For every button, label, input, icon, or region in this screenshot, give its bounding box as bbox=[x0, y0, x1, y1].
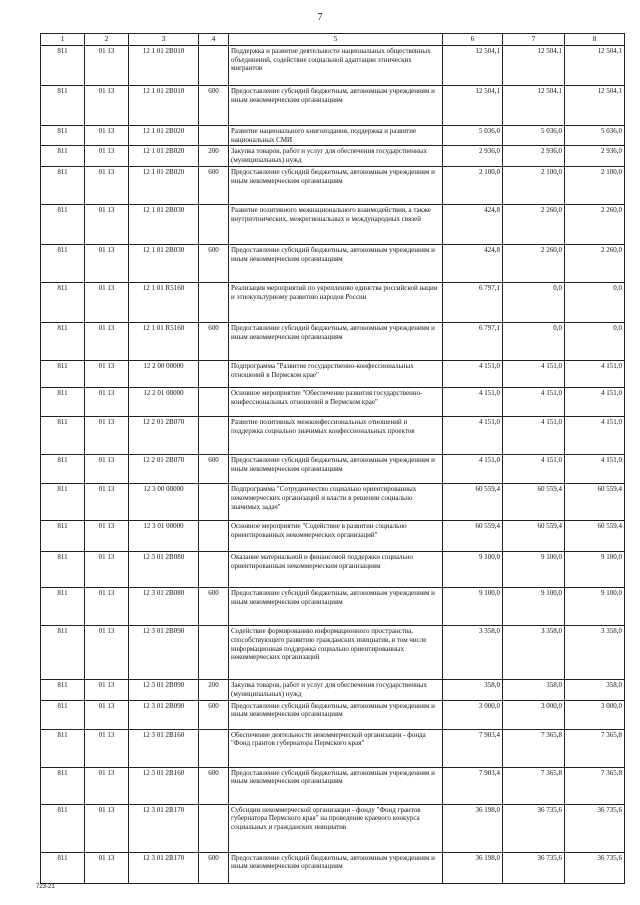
target-article-cell: 12 1 01 2B030 bbox=[129, 244, 199, 282]
section-cell: 01 13 bbox=[85, 204, 129, 244]
expense-type-cell bbox=[199, 551, 229, 587]
table-row bbox=[41, 204, 625, 244]
description-cell: Основное мероприятие "Обеспечение развития государственно-конфессиональных отношений в Пермском крае" bbox=[229, 387, 443, 416]
target-article-cell: 12 3 01 00000 bbox=[129, 520, 199, 551]
amount-cell: 7 903,4 bbox=[443, 767, 503, 804]
target-article-cell: 12 1 01 2B010 bbox=[129, 45, 199, 85]
amount-cell: 4 151,0 bbox=[503, 454, 565, 483]
amount-cell: 4 151,0 bbox=[443, 416, 503, 454]
amount-cell: 9 100,0 bbox=[443, 551, 503, 587]
target-article-cell: 12 3 01 2B080 bbox=[129, 551, 199, 587]
description-cell: Предоставление субсидий бюджетным, автономным учреждениям и иным некоммерческим организациям bbox=[229, 700, 443, 729]
table-row bbox=[41, 360, 625, 387]
kvsr-cell: 811 bbox=[41, 244, 85, 282]
section-cell: 01 13 bbox=[85, 852, 129, 883]
amount-cell: 60 559,4 bbox=[565, 520, 625, 551]
expense-type-cell bbox=[199, 416, 229, 454]
table-row bbox=[41, 587, 625, 625]
amount-cell: 6 797,1 bbox=[443, 322, 503, 360]
section-cell: 01 13 bbox=[85, 520, 129, 551]
column-header: 5 bbox=[229, 34, 443, 46]
section-cell: 01 13 bbox=[85, 322, 129, 360]
description-cell: Предоставление субсидий бюджетным, автономным учреждениям и иным некоммерческим организациям bbox=[229, 166, 443, 204]
amount-cell: 5 036,0 bbox=[443, 125, 503, 146]
section-cell: 01 13 bbox=[85, 416, 129, 454]
expense-type-cell: 600 bbox=[199, 454, 229, 483]
target-article-cell: 12 1 01 2B030 bbox=[129, 204, 199, 244]
kvsr-cell: 811 bbox=[41, 360, 85, 387]
target-article-cell: 12 1 01 2B020 bbox=[129, 146, 199, 167]
kvsr-cell: 811 bbox=[41, 700, 85, 729]
kvsr-cell: 811 bbox=[41, 85, 85, 125]
amount-cell: 36 198,0 bbox=[443, 852, 503, 883]
target-article-cell: 12 1 01 2B020 bbox=[129, 166, 199, 204]
expense-type-cell: 600 bbox=[199, 244, 229, 282]
amount-cell: 60 559,4 bbox=[503, 520, 565, 551]
target-article-cell: 12 2 01 00000 bbox=[129, 387, 199, 416]
table-row bbox=[41, 767, 625, 804]
table-row bbox=[41, 45, 625, 85]
expense-type-cell bbox=[199, 387, 229, 416]
amount-cell: 0,0 bbox=[503, 282, 565, 322]
amount-cell: 2 260,0 bbox=[503, 244, 565, 282]
section-cell: 01 13 bbox=[85, 166, 129, 204]
target-article-cell: 12 3 01 2B090 bbox=[129, 700, 199, 729]
column-header: 1 bbox=[41, 34, 85, 46]
table-row bbox=[41, 852, 625, 883]
target-article-cell: 12 3 01 2B160 bbox=[129, 729, 199, 767]
amount-cell: 60 559,4 bbox=[565, 483, 625, 520]
target-article-cell: 12 1 01 R5160 bbox=[129, 282, 199, 322]
table-row bbox=[41, 125, 625, 146]
section-cell: 01 13 bbox=[85, 767, 129, 804]
expense-type-cell: 600 bbox=[199, 85, 229, 125]
column-header: 3 bbox=[129, 34, 199, 46]
amount-cell: 4 151,0 bbox=[443, 360, 503, 387]
amount-cell: 12 504,1 bbox=[443, 45, 503, 85]
column-header: 4 bbox=[199, 34, 229, 46]
table-row bbox=[41, 483, 625, 520]
description-cell: Предоставление субсидий бюджетным, автономным учреждениям и иным некоммерческим организациям bbox=[229, 85, 443, 125]
kvsr-cell: 811 bbox=[41, 729, 85, 767]
expense-type-cell: 600 bbox=[199, 767, 229, 804]
expense-type-cell bbox=[199, 282, 229, 322]
table-row bbox=[41, 520, 625, 551]
kvsr-cell: 811 bbox=[41, 322, 85, 360]
expense-type-cell bbox=[199, 804, 229, 852]
kvsr-cell: 811 bbox=[41, 551, 85, 587]
description-cell: Предоставление субсидий бюджетным, автономным учреждениям и иным некоммерческим организациям bbox=[229, 852, 443, 883]
table-row bbox=[41, 700, 625, 729]
description-cell: Содействие формированию информационного пространства, способствующего развитию гражданских инициатив, в том числе информационная поддержка социально ориентированных некоммерческих организаций bbox=[229, 625, 443, 679]
description-cell: Оказание материальной и финансовой поддержки социально ориентированным некоммерческим организациям bbox=[229, 551, 443, 587]
amount-cell: 6 797,1 bbox=[443, 282, 503, 322]
amount-cell: 4 151,0 bbox=[503, 387, 565, 416]
kvsr-cell: 811 bbox=[41, 416, 85, 454]
kvsr-cell: 811 bbox=[41, 625, 85, 679]
amount-cell: 60 559,4 bbox=[443, 483, 503, 520]
amount-cell: 3 358,0 bbox=[565, 625, 625, 679]
description-cell: Основное мероприятие "Содействие в развитии социально ориентированных некоммерческих организаций" bbox=[229, 520, 443, 551]
table-row bbox=[41, 85, 625, 125]
expense-type-cell bbox=[199, 125, 229, 146]
amount-cell: 424,8 bbox=[443, 244, 503, 282]
amount-cell: 0,0 bbox=[565, 322, 625, 360]
expense-type-cell bbox=[199, 204, 229, 244]
expense-type-cell: 600 bbox=[199, 587, 229, 625]
description-cell: Развитие национального книгоиздания, поддержка и развитие национальных СМИ bbox=[229, 125, 443, 146]
amount-cell: 9 100,0 bbox=[503, 587, 565, 625]
kvsr-cell: 811 bbox=[41, 125, 85, 146]
amount-cell: 4 151,0 bbox=[443, 454, 503, 483]
amount-cell: 60 559,4 bbox=[443, 520, 503, 551]
column-header: 7 bbox=[503, 34, 565, 46]
target-article-cell: 12 1 01 R5160 bbox=[129, 322, 199, 360]
table-row bbox=[41, 146, 625, 167]
amount-cell: 2 100,0 bbox=[443, 166, 503, 204]
amount-cell: 3 358,0 bbox=[503, 625, 565, 679]
section-cell: 01 13 bbox=[85, 729, 129, 767]
expense-type-cell: 200 bbox=[199, 679, 229, 700]
amount-cell: 7 365,8 bbox=[503, 767, 565, 804]
amount-cell: 0,0 bbox=[503, 322, 565, 360]
target-article-cell: 12 3 01 2B080 bbox=[129, 587, 199, 625]
amount-cell: 2 260,0 bbox=[503, 204, 565, 244]
amount-cell: 424,8 bbox=[443, 204, 503, 244]
target-article-cell: 12 2 01 2B070 bbox=[129, 454, 199, 483]
target-article-cell: 12 3 01 2B160 bbox=[129, 767, 199, 804]
table-row bbox=[41, 166, 625, 204]
amount-cell: 2 936,0 bbox=[503, 146, 565, 167]
table-row bbox=[41, 454, 625, 483]
description-cell: Субсидии некоммерческой организации - фонду "Фонд грантов губернатора Пермского края" на проведение краевого конкурса социальных и гражданских инициатив bbox=[229, 804, 443, 852]
column-header: 6 bbox=[443, 34, 503, 46]
kvsr-cell: 811 bbox=[41, 679, 85, 700]
table-row bbox=[41, 551, 625, 587]
section-cell: 01 13 bbox=[85, 387, 129, 416]
section-cell: 01 13 bbox=[85, 551, 129, 587]
amount-cell: 9 100,0 bbox=[503, 551, 565, 587]
description-cell: Закупка товаров, работ и услуг для обеспечения государственных (муниципальных) нужд bbox=[229, 679, 443, 700]
amount-cell: 36 198,0 bbox=[443, 804, 503, 852]
amount-cell: 2 936,0 bbox=[565, 146, 625, 167]
amount-cell: 2 936,0 bbox=[443, 146, 503, 167]
amount-cell: 12 504,1 bbox=[503, 85, 565, 125]
amount-cell: 60 559,4 bbox=[503, 483, 565, 520]
amount-cell: 2 260,0 bbox=[565, 204, 625, 244]
description-cell: Подпрограмма "Развитие государственно-конфессиональных отношений в Пермском крае" bbox=[229, 360, 443, 387]
amount-cell: 4 151,0 bbox=[565, 416, 625, 454]
section-cell: 01 13 bbox=[85, 45, 129, 85]
amount-cell: 7 365,8 bbox=[503, 729, 565, 767]
column-header: 2 bbox=[85, 34, 129, 46]
expense-type-cell: 600 bbox=[199, 166, 229, 204]
expense-type-cell bbox=[199, 483, 229, 520]
amount-cell: 36 735,6 bbox=[565, 852, 625, 883]
amount-cell: 2 100,0 bbox=[565, 166, 625, 204]
amount-cell: 4 151,0 bbox=[503, 416, 565, 454]
amount-cell: 9 100,0 bbox=[443, 587, 503, 625]
expense-type-cell: 600 bbox=[199, 700, 229, 729]
amount-cell: 12 504,1 bbox=[565, 45, 625, 85]
section-cell: 01 13 bbox=[85, 483, 129, 520]
expense-type-cell bbox=[199, 520, 229, 551]
kvsr-cell: 811 bbox=[41, 804, 85, 852]
budget-table bbox=[40, 33, 625, 884]
amount-cell: 9 100,0 bbox=[565, 551, 625, 587]
amount-cell: 358,0 bbox=[443, 679, 503, 700]
section-cell: 01 13 bbox=[85, 360, 129, 387]
amount-cell: 4 151,0 bbox=[503, 360, 565, 387]
kvsr-cell: 811 bbox=[41, 146, 85, 167]
table-row bbox=[41, 416, 625, 454]
amount-cell: 3 000,0 bbox=[565, 700, 625, 729]
target-article-cell: 12 1 01 2B010 bbox=[129, 85, 199, 125]
description-cell: Подпрограмма "Сотрудничество социально ориентированных некоммерческих организаций и власти в решении социально значимых задач" bbox=[229, 483, 443, 520]
description-cell: Обеспечение деятельности некоммерческой организации - фонда "Фонд грантов губернатора Пермского края" bbox=[229, 729, 443, 767]
expense-type-cell: 200 bbox=[199, 146, 229, 167]
description-cell: Предоставление субсидий бюджетным, автономным учреждениям и иным некоммерческим организациям bbox=[229, 244, 443, 282]
amount-cell: 5 036,0 bbox=[503, 125, 565, 146]
expense-type-cell bbox=[199, 360, 229, 387]
target-article-cell: 12 1 01 2B020 bbox=[129, 125, 199, 146]
amount-cell: 358,0 bbox=[565, 679, 625, 700]
amount-cell: 3 000,0 bbox=[443, 700, 503, 729]
table-row bbox=[41, 282, 625, 322]
kvsr-cell: 811 bbox=[41, 454, 85, 483]
amount-cell: 36 735,6 bbox=[503, 852, 565, 883]
amount-cell: 2 100,0 bbox=[503, 166, 565, 204]
section-cell: 01 13 bbox=[85, 454, 129, 483]
table-row bbox=[41, 804, 625, 852]
kvsr-cell: 811 bbox=[41, 282, 85, 322]
table-row bbox=[41, 729, 625, 767]
section-cell: 01 13 bbox=[85, 625, 129, 679]
table-row bbox=[41, 322, 625, 360]
target-article-cell: 12 2 00 00000 bbox=[129, 360, 199, 387]
kvsr-cell: 811 bbox=[41, 45, 85, 85]
kvsr-cell: 811 bbox=[41, 587, 85, 625]
kvsr-cell: 811 bbox=[41, 520, 85, 551]
description-cell: Предоставление субсидий бюджетным, автономным учреждениям и иным некоммерческим организациям bbox=[229, 454, 443, 483]
table-row bbox=[41, 679, 625, 700]
amount-cell: 36 735,6 bbox=[503, 804, 565, 852]
amount-cell: 2 260,0 bbox=[565, 244, 625, 282]
target-article-cell: 12 3 01 2B170 bbox=[129, 852, 199, 883]
target-article-cell: 12 2 01 2B070 bbox=[129, 416, 199, 454]
description-cell: Развитие позитивных межконфессиональных отношений и поддержка социально значимых конфессиональных проектов bbox=[229, 416, 443, 454]
kvsr-cell: 811 bbox=[41, 767, 85, 804]
description-cell: Предоставление субсидий бюджетным, автономным учреждениям и иным некоммерческим организациям bbox=[229, 587, 443, 625]
description-cell: Предоставление субсидий бюджетным, автономным учреждениям и иным некоммерческим организациям bbox=[229, 322, 443, 360]
header-row bbox=[41, 34, 625, 46]
amount-cell: 12 504,1 bbox=[503, 45, 565, 85]
section-cell: 01 13 bbox=[85, 146, 129, 167]
amount-cell: 4 151,0 bbox=[443, 387, 503, 416]
expense-type-cell bbox=[199, 45, 229, 85]
section-cell: 01 13 bbox=[85, 244, 129, 282]
amount-cell: 4 151,0 bbox=[565, 454, 625, 483]
section-cell: 01 13 bbox=[85, 804, 129, 852]
expense-type-cell bbox=[199, 729, 229, 767]
target-article-cell: 12 3 01 2B090 bbox=[129, 679, 199, 700]
section-cell: 01 13 bbox=[85, 700, 129, 729]
amount-cell: 12 504,1 bbox=[565, 85, 625, 125]
amount-cell: 5 036,0 bbox=[565, 125, 625, 146]
target-article-cell: 12 3 01 2B090 bbox=[129, 625, 199, 679]
amount-cell: 9 100,0 bbox=[565, 587, 625, 625]
description-cell: Развитие позитивного межнационального взаимодействия, а также внутриэтнических, межрегиональных и международных связей bbox=[229, 204, 443, 244]
description-cell: Предоставление субсидий бюджетным, автономным учреждениям и иным некоммерческим организациям bbox=[229, 767, 443, 804]
amount-cell: 4 151,0 bbox=[565, 360, 625, 387]
amount-cell: 3 000,0 bbox=[503, 700, 565, 729]
description-cell: Закупка товаров, работ и услуг для обеспечения государственных (муниципальных) нужд bbox=[229, 146, 443, 167]
amount-cell: 36 735,6 bbox=[565, 804, 625, 852]
amount-cell: 7 903,4 bbox=[443, 729, 503, 767]
amount-cell: 12 504,1 bbox=[443, 85, 503, 125]
section-cell: 01 13 bbox=[85, 125, 129, 146]
kvsr-cell: 811 bbox=[41, 852, 85, 883]
kvsr-cell: 811 bbox=[41, 387, 85, 416]
column-header: 8 bbox=[565, 34, 625, 46]
amount-cell: 0,0 bbox=[565, 282, 625, 322]
kvsr-cell: 811 bbox=[41, 204, 85, 244]
section-cell: 01 13 bbox=[85, 679, 129, 700]
section-cell: 01 13 bbox=[85, 282, 129, 322]
page-number: 7 bbox=[317, 12, 323, 23]
section-cell: 01 13 bbox=[85, 587, 129, 625]
target-article-cell: 12 3 01 2B170 bbox=[129, 804, 199, 852]
amount-cell: 4 151,0 bbox=[565, 387, 625, 416]
expense-type-cell: 600 bbox=[199, 322, 229, 360]
amount-cell: 7 365,8 bbox=[565, 767, 625, 804]
table-row bbox=[41, 387, 625, 416]
kvsr-cell: 811 bbox=[41, 483, 85, 520]
expense-type-cell: 600 bbox=[199, 852, 229, 883]
table-row bbox=[41, 625, 625, 679]
amount-cell: 358,0 bbox=[503, 679, 565, 700]
expense-type-cell bbox=[199, 625, 229, 679]
amount-cell: 7 365,8 bbox=[565, 729, 625, 767]
description-cell: Реализация мероприятий по укреплению единства российской нации и этнокультурному развитию народов России bbox=[229, 282, 443, 322]
footer-code: 723-21 bbox=[36, 884, 55, 890]
amount-cell: 3 358,0 bbox=[443, 625, 503, 679]
description-cell: Поддержка и развитие деятельности национальных общественных объединений, содействие социальной адаптации этнических мигрантов bbox=[229, 45, 443, 85]
kvsr-cell: 811 bbox=[41, 166, 85, 204]
table-row bbox=[41, 244, 625, 282]
section-cell: 01 13 bbox=[85, 85, 129, 125]
target-article-cell: 12 3 00 00000 bbox=[129, 483, 199, 520]
